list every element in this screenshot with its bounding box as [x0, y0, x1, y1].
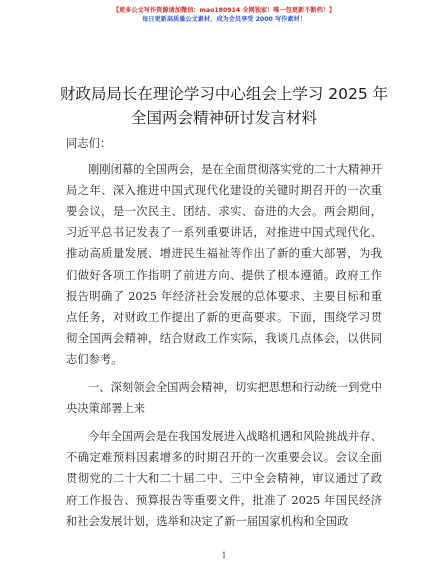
document-title-line2: 全国两会精神研讨发言材料 [130, 109, 317, 127]
document-title-line1: 财政局局长在理论学习中心组会上学习 2025 年 [59, 85, 389, 103]
document-body [66, 133, 382, 532]
promo-banner-line2: 每日更新高质量公文素材，成为会员享受 2000 写作素材！ [142, 16, 306, 23]
paragraph-intro: 刚刚闭幕的全国两会，是在全面贯彻落实党的二十大精神开局之年、深入推进中国式现代化建设的关键时期召开的一次重要会议，是一次民主、团结、求实、奋进的大会。两会期间，习近平总书记发表了一系列重要讲话，对推进中国式现代化、推动高质量发展、增进民生福祉等作出了新的重大部署，为我们做好各项工作指明了前进方向、提供了根本遵循。政府工作报告明确了 2025 年经济社会发展的总体要求、主要目标和重点任务，对财政工作提出了新的更高要求。下面，围绕学习贯彻全国两会精神，结合财政工作实际，我谈几点体会，以供同志们参考。 [66, 163, 382, 366]
promo-banner-line1: 【更多公文写作资源请加微信：mao180914 全网独家！唯一包更新不断档！】 [112, 7, 336, 14]
promo-banner [0, 6, 448, 24]
page-number: 1 [221, 551, 227, 560]
document-title [40, 82, 408, 130]
section-heading-1: 一、深刻领会全国两会精神，切实把思想和行动统一到党中央决策部署上来 [66, 381, 382, 416]
paragraph-section-1: 今年全国两会是在我国发展进入战略机遇和风险挑战并存、不确定难预料因素增多的时期召开的一次重要会议。会议全面贯彻党的二十大和二十届二中、三中全会精神，审议通过了政府工作报告、预算报告等重要文件，批准了 2025 年国民经济和社会发展计划，选举和决定了新一届国家机构和全国政 [66, 430, 382, 528]
salutation: 同志们： [66, 137, 112, 150]
